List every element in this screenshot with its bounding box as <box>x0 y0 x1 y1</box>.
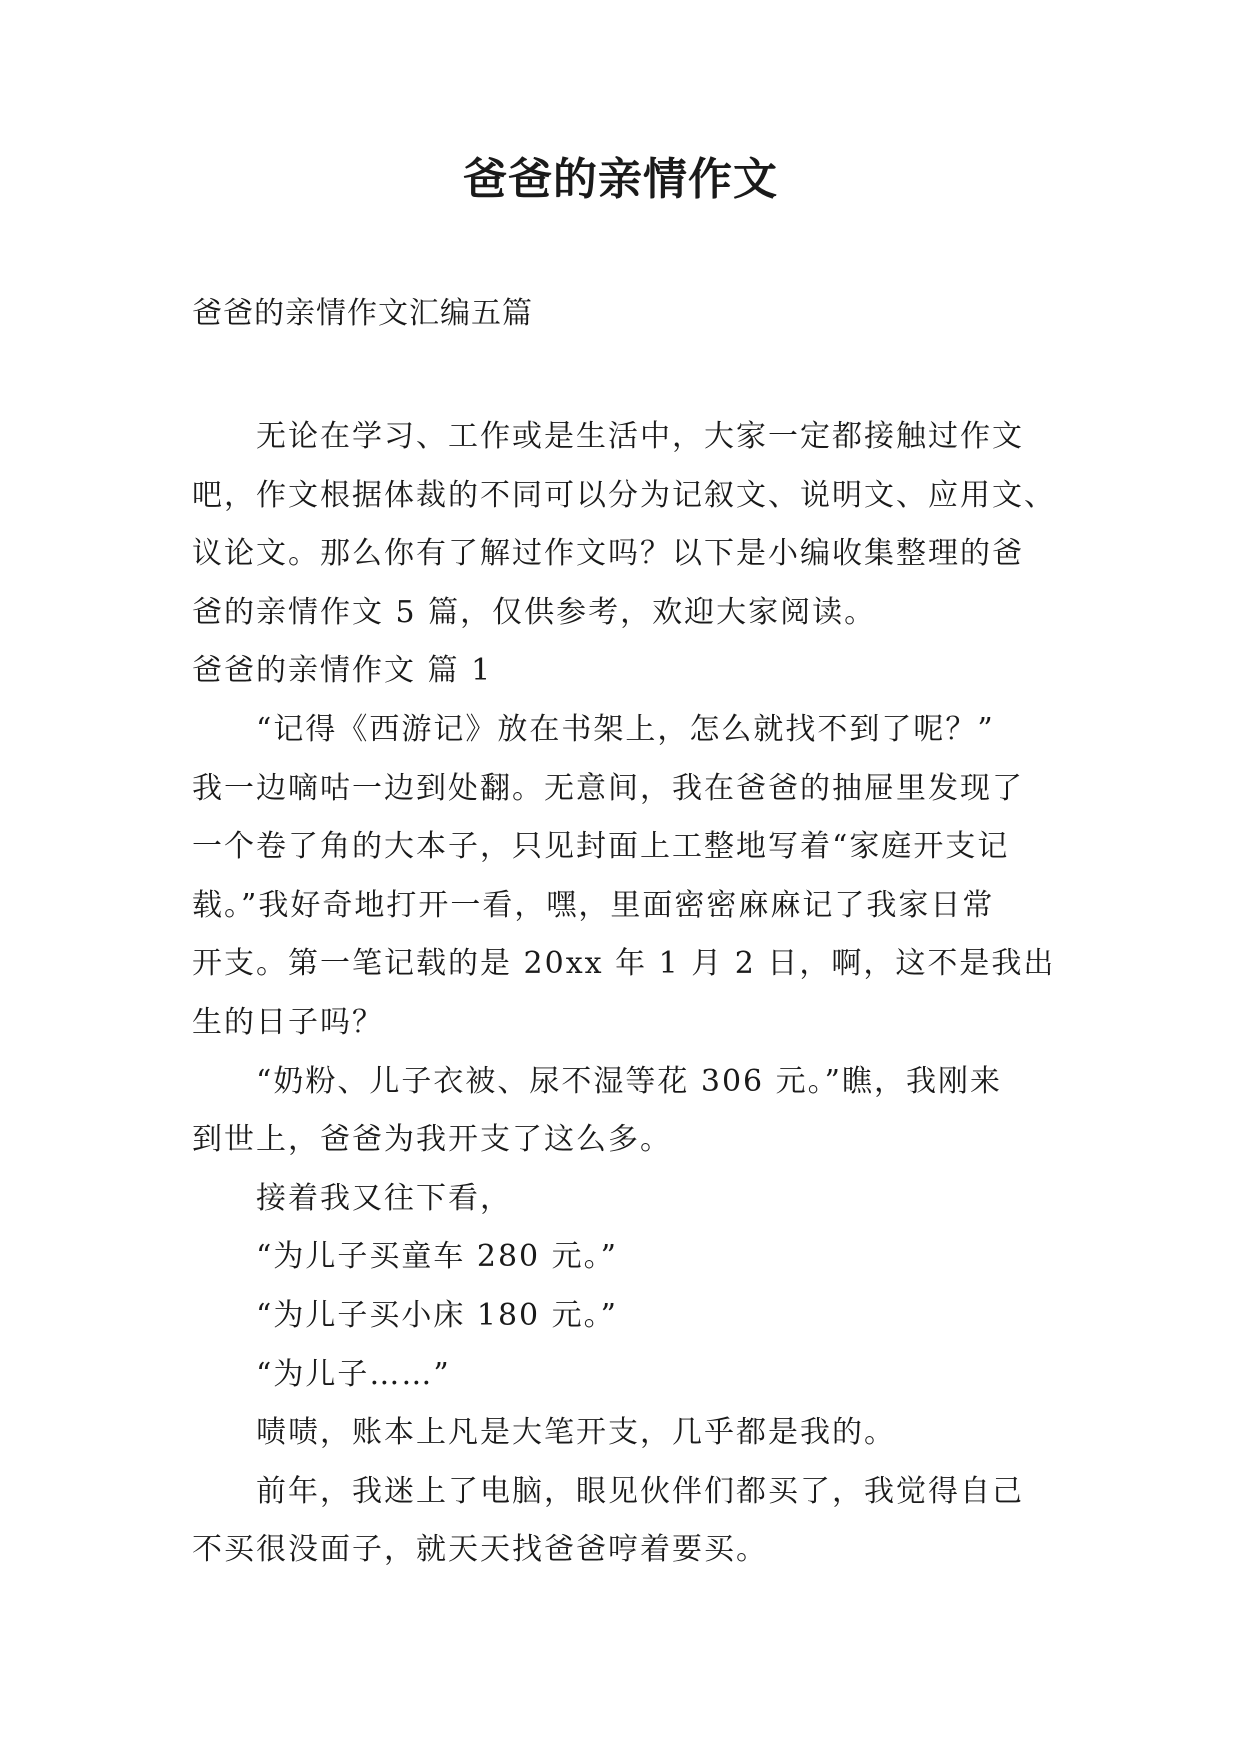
document-subtitle: 爸爸的亲情作文汇编五篇 <box>192 296 533 331</box>
body-line: 生的日子吗？ <box>192 1004 384 1040</box>
body-line: 接着我又往下看， <box>256 1180 512 1216</box>
body-line: 议论文。那么你有了解过作文吗？以下是小编收集整理的爸 <box>192 536 1024 572</box>
body-line: “为儿子买童车 280 元。” <box>256 1239 619 1275</box>
body-line: 吧，作文根据体裁的不同可以分为记叙文、说明文、应用文、 <box>192 477 1056 513</box>
body-line: 到世上，爸爸为我开支了这么多。 <box>192 1122 672 1158</box>
body-line: 前年，我迷上了电脑，眼见伙伴们都买了，我觉得自己 <box>256 1473 1024 1509</box>
body-line: 爸的亲情作文 5 篇，仅供参考，欢迎大家阅读。 <box>192 594 877 630</box>
body-line: 我一边嘀咕一边到处翻。无意间，我在爸爸的抽屉里发现了 <box>192 770 1024 806</box>
body-line: “奶粉、儿子衣被、尿不湿等花 306 元。”瞧，我刚来 <box>256 1063 1003 1099</box>
body-line: 一个卷了角的大本子，只见封面上工整地写着“家庭开支记 <box>192 829 1010 865</box>
body-line: “为儿子……” <box>256 1356 451 1392</box>
document-title: 爸爸的亲情作文 <box>463 154 778 205</box>
body-line: 开支。第一笔记载的是 20xx 年 1 月 2 日，啊，这不是我出 <box>192 946 1056 982</box>
document-body <box>192 408 1060 1580</box>
section-heading: 爸爸的亲情作文 篇 1 <box>192 653 493 689</box>
body-line: “记得《西游记》放在书架上，怎么就找不到了呢？” <box>256 711 995 747</box>
body-line: 不买很没面子，就天天找爸爸哼着要买。 <box>192 1532 768 1568</box>
body-line: 无论在学习、工作或是生活中，大家一定都接触过作文 <box>256 419 1024 454</box>
body-line: 载。”我好奇地打开一看，嘿，里面密密麻麻记了我家日常 <box>192 887 995 923</box>
body-line: 啧啧，账本上凡是大笔开支，几乎都是我的。 <box>256 1415 896 1451</box>
body-line: “为儿子买小床 180 元。” <box>256 1297 619 1333</box>
